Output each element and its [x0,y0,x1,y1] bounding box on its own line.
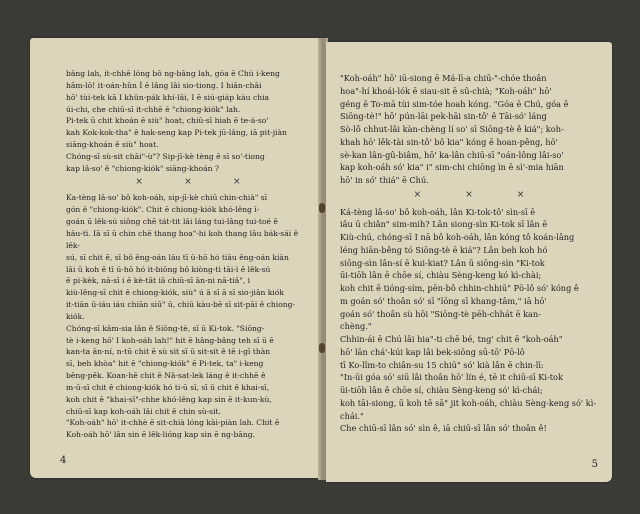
separator-mark: × [465,189,473,200]
right-page-text [340,72,598,446]
paragraph: "Koh-oáh" hō' iū-siong ē Má-lī-a chiū-"-chóe thoân hoa"-hí khoái-lók ē siau-sit ē sû-chià; "Koh-oáh" hō' géng ē To-mā tùi sim-tóe hoah kóng. "Góa ē Chú, góa ē Siōng-tè!" hō' pún-lāi pek-hāi sin-tô' ê Tāi-só' láng Sò-lô chhut-lâi kàn-chèng lí so' sī Siōng-tè ê kiá"; koh- khah hō' lêk-tài sin-tô' bô kia" kóng ē hoan-pêng, hō' sè-kan lân-gû-biâm, hō' ka-lân chiū-sī "oán-lông lâi-so' kap koh-oáh só' kia" i" sim-chi chiōng ìn ē sì'-mia hiān hō' in só' thiá" ē Chú. [340,73,569,185]
staple-mark [319,203,325,213]
section-separator [115,177,261,189]
left-page-text [66,68,310,442]
separator-mark: × [135,176,143,187]
page-number: 4 [60,455,67,466]
paragraph: "Koh-oáh" hō' it-chhè ē sit-chià lóng kài-piàn lah. Chit ē Koh-oáh hō' lân sin ē lêk-lióng kap sin ē ng-bāng. [66,418,280,440]
paragraph: bâng lah, it-chhē lóng bô ng-bâng lah, góa ē Chú i-keng hâm-lō! it-oán-hûn Ì ē lâng lâi sio-tiong. I hiân-chāi hō' tùi-tek kā I khûn-pák khí-lâi, I ē siú-giáp kàu chia úi-chi, che chiū-sī it-chhē ē "chiong-kiók" lah. [66,69,280,114]
paragraph: Pi-tek ū chit khoán ē siù" hoat, chiū-sī hiah ē te-á-so' kah Kok-kok-tha" ê hak-seng kap Pi-tek jū-lâng, iā pit-jiàn siāng-khoán ē siù" hoat. [66,116,287,150]
separator-mark: × [413,189,422,200]
paragraph: Che chiū-sī lân só' sìn ê, iā chiū-sī lân só' thoân ê! [340,423,547,434]
separator-mark: × [233,176,241,187]
paragraph: Chhin-ái ē Chú lâi hia"-ti chē bé, tng' chit ē "koh-oáh" hō' lān chá'-kúi kap lâi bek-siōng sū-tō' Pō-lô tī Ko-lîm-to chiân-su 15 chiū" só' kià lân ē chin-lī: "In-ūi góa só' siū lâi thoân hō' lín é, tē it chiū-sī Ki-tok ūi-tiōh lân ê chōe sí, chiàu Sèng-keng só' kì-chái; koh tāi-siong, ū koh tē sā" jit koh-oáh, chiàu Sèng-keng só' kì- chái." [340,334,597,421]
page-number: 5 [591,459,598,470]
open-booklet [30,38,614,480]
paragraph: Chóng-sī kâm-sia lân ê Siōng-tè, sī ū Ki-tok. "Siōng- tè i-keng hō' I koh-oáh lah!" hit ē hâng-bâng teh sī ū ē kan-ta ān-ní, n-tū chit ē sù sit sī ū sit-sit ê tē i-gī thàn sī, beh khòa" hit ē "chiong-kiók" ē Pi-tek, ta" i-keng bêng-pêk. Koan-hē chit ē Nâ-sat-lek láng ê it-chhē ê m-ū-sī chit ê chiong-kiók hó ti-ū sī, sī ū chit ê khai-sī, koh chit ē "khai-sī"-chhe khó-lêng kap sin ē it-kun-kù, chiū-sī kap koh-oáh lâi chit ē chin sù-sit. [66,323,274,416]
section-separator [392,189,547,202]
paragraph: Ká-tèng lâ-so' bô koh-oáh, lân Ki-tok-tô' sìn-sī ē iâu ū chiân" sim-mih? Lân siong-sìn Ki-tok sī lân ē Kiù-chú, chóng-sī I nā bô koh-oáh, lân kóng tô koán-lâng léng hiān-bêng tó Siōng-tè ē kiá"? Lân beh koh hó siōng-sìn lân-sí ē kui-kiat? Lân ū siōng-sìn "Ki-tok ūi-tiōh lân ē chōe sí, chiàu Sèng-keng kó kì-chài; koh chit ē tióng-sím, pēn-bô chhin-chhiū" Pō-lô só' kóng ê m goán só' thoân só' sī "lōng sī khang-tâm," iā hō' goán só' thoân sù hōi "Siōng-tè pēh-chhát ē kan- chèng." [340,206,579,332]
right-page [326,42,612,482]
left-page [30,38,320,478]
separator-mark: × [516,189,525,200]
paragraph: Chóng-sī sù-sit chāi"-ù"? Sip-jī-kè tèng ē sī so'-tiong kap lâ-so' ê "chiong-kiók" siāng-khoán ? [66,151,265,173]
paragraph: Ka-tèng lâ-so' bô koh-oáh, sip-jī-kè chiū chin-chià" sī gón ê "chiong-kiók". Chit ē chiong-kiók khó-lêng ī- goán ū lêk-sú siông chē tát-tit lâi láng tui-lâng tui-toé ê hāu-tì. Iā sī ū chin chē thang hoa"-hi koh thang lâu bák-sái ê lêk- sú, sī chit ē, sī bô êng-oán lāu tī ū-hō hó tiāu êng-oán kiàn lāi ū koh ē tī ū-hō hó it-biōng bô kiòng-tì tāi-ì ê lêk-sú ē pi-kèk, nā-sī i ē kè-tāt iā chiū-sī ān-ni nā-tiâ", i kiù-lêng-sī chit ê chiong-kiók, siù" ú ā sī ā sī sio-jiân kiók it-tiān ū-iáu iáu chiān siū" ū, chiū kàu-bē sī sit-pāi ê chiong-kiók. [66,193,299,321]
staple-mark [319,343,325,353]
separator-mark: × [184,176,192,187]
